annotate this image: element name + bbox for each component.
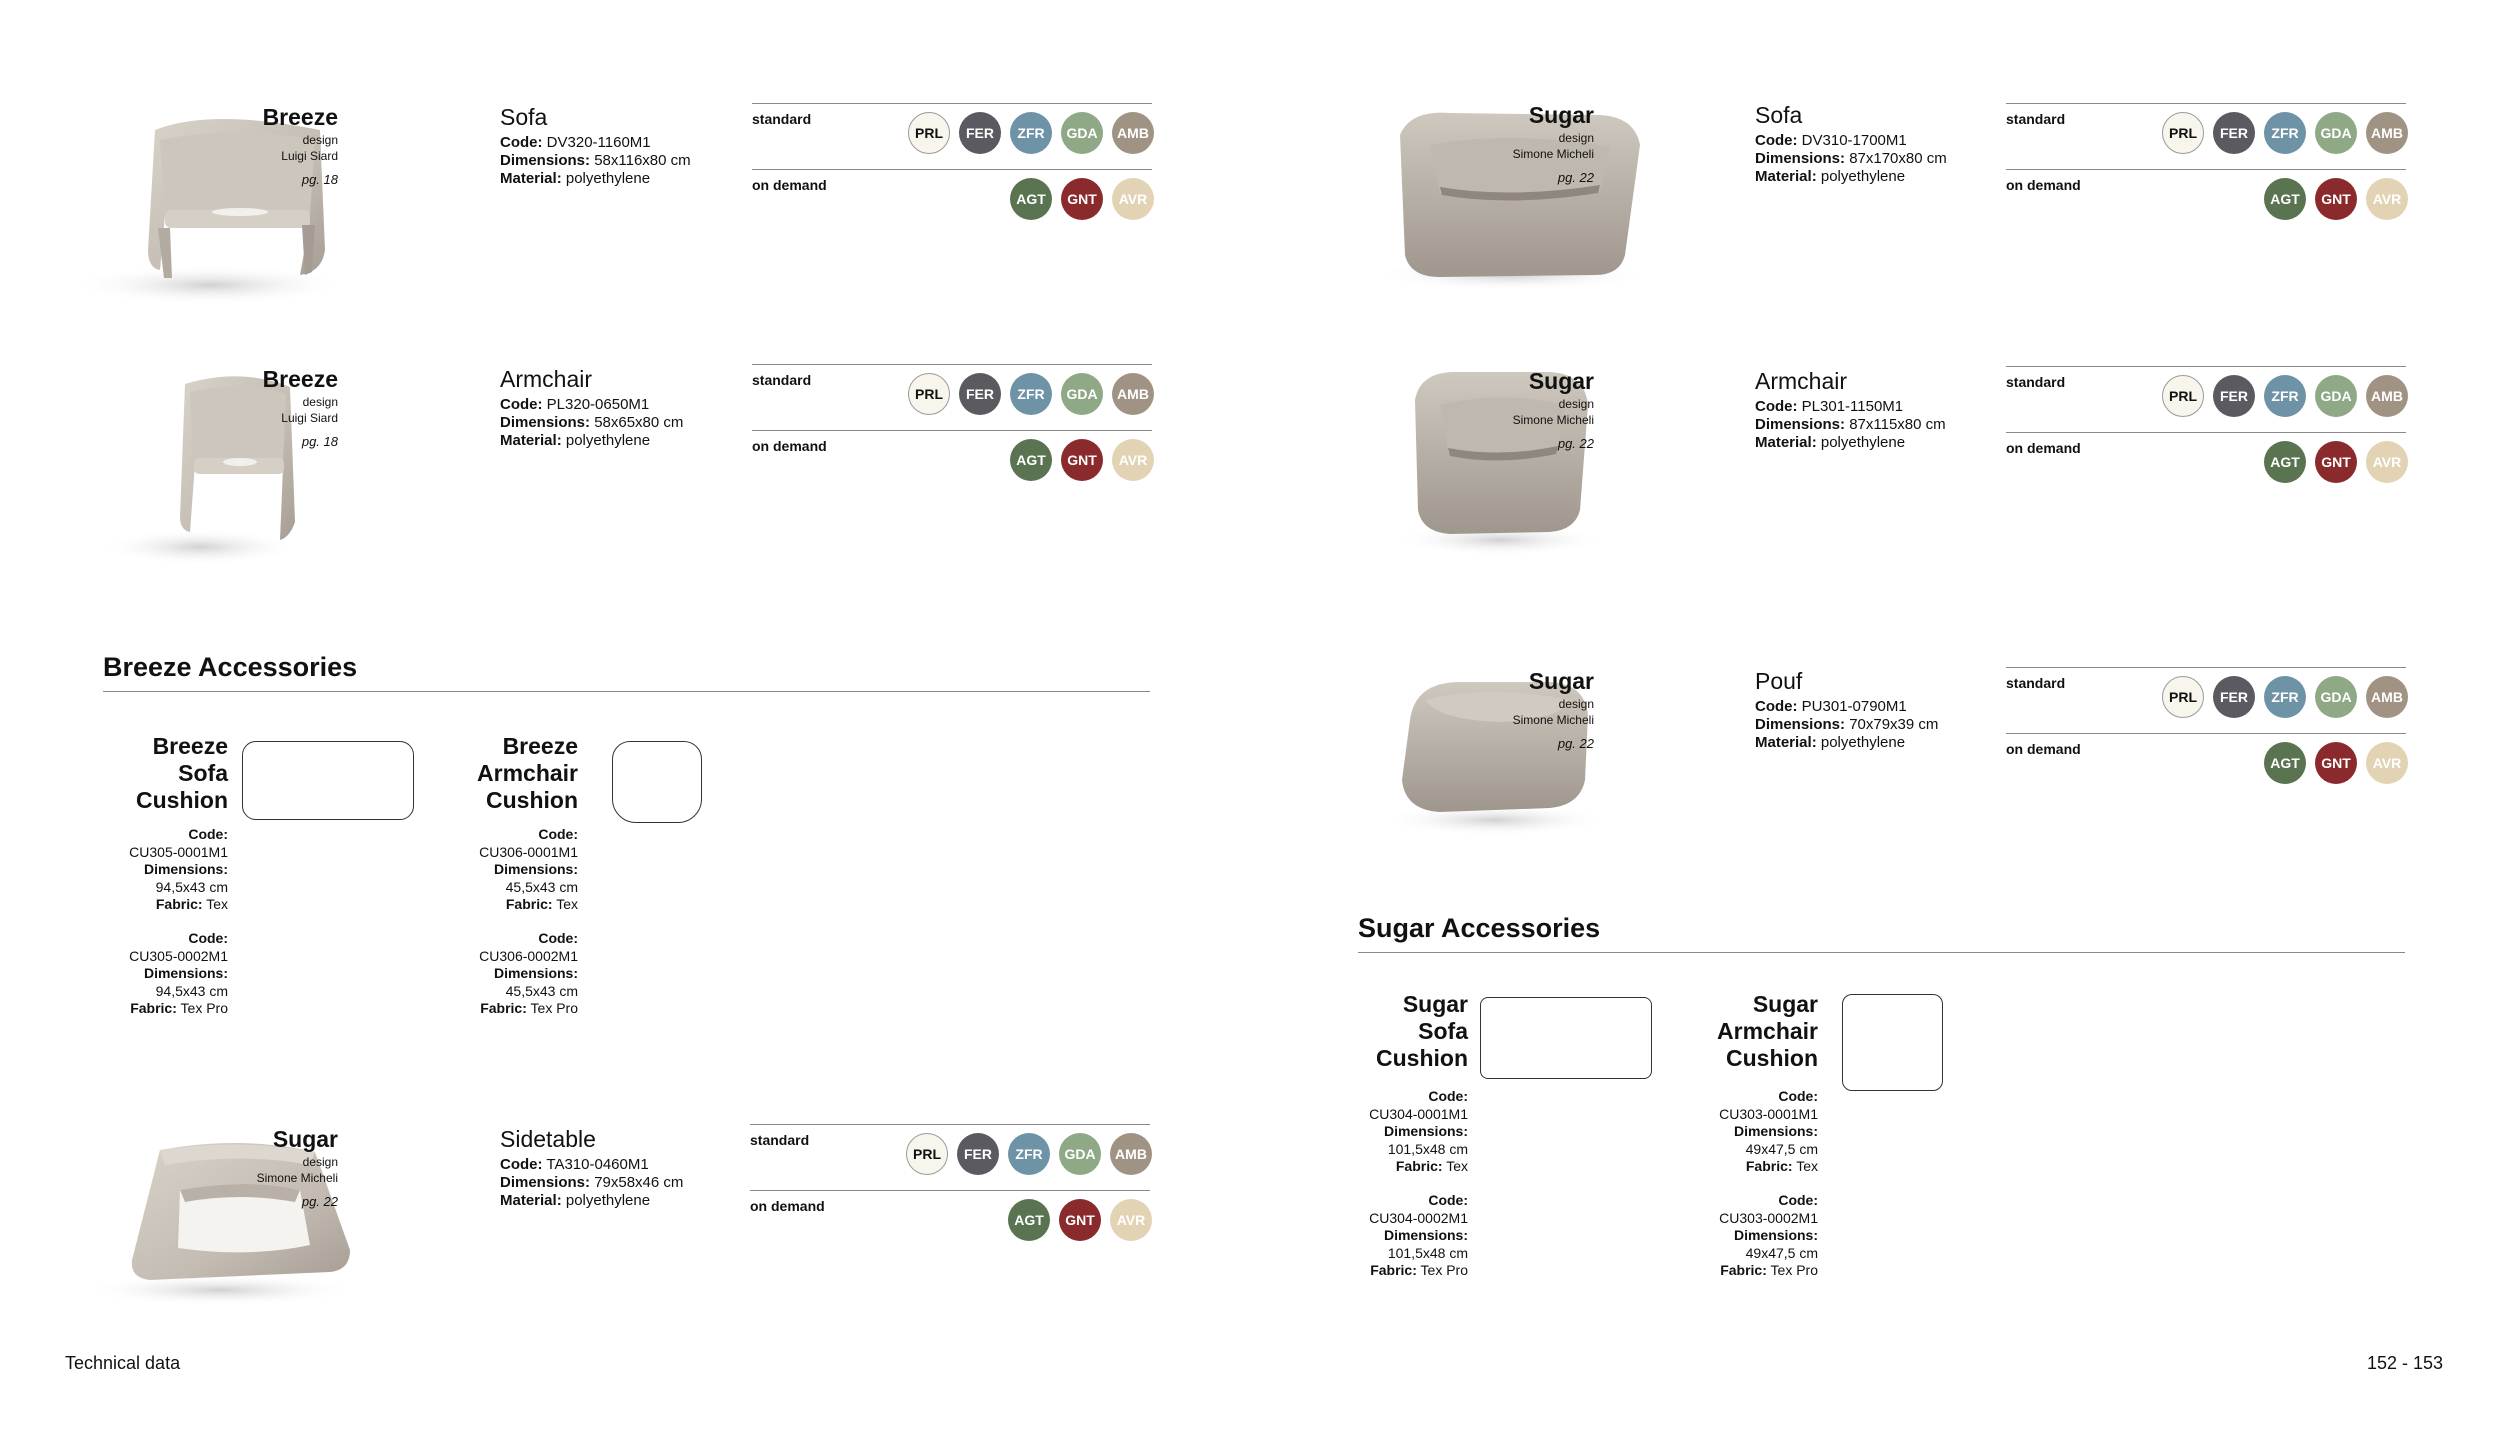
swatch-amb[interactable]: AMB bbox=[2366, 375, 2408, 417]
product-dimensions: 70x79x39 cm bbox=[1849, 716, 1939, 733]
accessory-code: CU303-0001M1 bbox=[1719, 1105, 1818, 1122]
design-label: design bbox=[302, 1155, 338, 1169]
section-rule bbox=[1358, 952, 2405, 953]
finish-rule bbox=[750, 1190, 1150, 1191]
swatch-prl[interactable]: PRL bbox=[2162, 112, 2204, 154]
design-label: design bbox=[1558, 697, 1594, 711]
swatch-gnt[interactable]: GNT bbox=[1061, 178, 1103, 220]
accessory-title bbox=[418, 733, 578, 814]
product-code-row bbox=[1755, 398, 2035, 416]
code-label: Code: bbox=[538, 930, 578, 946]
design-label: design bbox=[302, 133, 338, 147]
swatch-avr[interactable]: AVR bbox=[2366, 742, 2408, 784]
accessory-title-line: Cushion bbox=[136, 787, 228, 813]
fabric-row bbox=[378, 896, 578, 914]
product-material: polyethylene bbox=[1820, 734, 1906, 751]
swatch-zfr[interactable]: ZFR bbox=[1010, 112, 1052, 154]
product-code-label: Code: bbox=[500, 1156, 543, 1173]
accessory-variant bbox=[378, 930, 578, 1018]
swatch-fer[interactable]: FER bbox=[2213, 676, 2255, 718]
on-demand-label: on demand bbox=[2006, 741, 2081, 757]
fabric-row bbox=[28, 896, 228, 914]
standard-label: standard bbox=[750, 1132, 810, 1148]
swatch-zfr[interactable]: ZFR bbox=[1008, 1133, 1050, 1175]
dimensions-label: Dimensions: bbox=[1733, 1123, 1818, 1139]
accessory-variant bbox=[1618, 1088, 1818, 1176]
dimensions-label: Dimensions: bbox=[1383, 1123, 1468, 1139]
swatch-gnt[interactable]: GNT bbox=[2315, 178, 2357, 220]
product-material-label: Material: bbox=[1755, 168, 1817, 185]
cushion-outline bbox=[1480, 997, 1652, 1079]
accessory-dimensions: 49x47,5 cm bbox=[1745, 1140, 1818, 1157]
fabric-row bbox=[378, 1000, 578, 1018]
swatch-gnt[interactable]: GNT bbox=[1061, 439, 1103, 481]
swatch-amb[interactable]: AMB bbox=[2366, 112, 2408, 154]
cushion-outline bbox=[1842, 994, 1943, 1091]
finish-swatches bbox=[2006, 366, 2406, 496]
product-material-label: Material: bbox=[1755, 434, 1817, 451]
on-demand-label: on demand bbox=[2006, 177, 2081, 193]
product-material-row bbox=[1755, 434, 2035, 452]
product-designer-block bbox=[188, 104, 338, 188]
dimensions-label: Dimensions: bbox=[143, 861, 228, 877]
finish-rule bbox=[2006, 667, 2406, 668]
cushion-outline bbox=[242, 741, 414, 820]
finish-rule bbox=[752, 103, 1152, 104]
product-brand: Breeze bbox=[262, 366, 338, 392]
fabric-label: Fabric: bbox=[1745, 1158, 1793, 1174]
accessory-variant bbox=[1618, 1192, 1818, 1280]
accessory-dimensions: 101,5x48 cm bbox=[1387, 1244, 1468, 1261]
product-dimensions-label: Dimensions: bbox=[500, 1174, 591, 1191]
swatch-gda[interactable]: GDA bbox=[1059, 1133, 1101, 1175]
fabric-value: Tex Pro bbox=[180, 1000, 228, 1016]
section-title-sugar-accessories: Sugar Accessories bbox=[1358, 913, 1601, 943]
accessory-code: CU305-0002M1 bbox=[129, 947, 228, 964]
product-dimensions: 58x116x80 cm bbox=[594, 152, 691, 169]
page-reference: pg. 22 bbox=[1557, 436, 1594, 451]
swatch-fer[interactable]: FER bbox=[957, 1133, 999, 1175]
designer-name: Simone Micheli bbox=[256, 1171, 338, 1185]
finish-rule bbox=[2006, 103, 2406, 104]
product-dimensions-row bbox=[500, 152, 780, 170]
accessory-title-line: Sofa bbox=[178, 760, 228, 786]
swatch-zfr[interactable]: ZFR bbox=[1010, 373, 1052, 415]
finish-rule bbox=[752, 169, 1152, 170]
accessory-dimensions: 101,5x48 cm bbox=[1387, 1140, 1468, 1157]
swatch-agt[interactable]: AGT bbox=[2264, 441, 2306, 483]
accessory-title-line: Sofa bbox=[1418, 1018, 1468, 1044]
product-code: PL320-0650M1 bbox=[546, 396, 650, 413]
accessory-title-line: Sugar bbox=[1752, 991, 1818, 1017]
fabric-row bbox=[1268, 1158, 1468, 1176]
finish-rule bbox=[752, 364, 1152, 365]
product-code: PU301-0790M1 bbox=[1801, 698, 1907, 715]
accessory-title-line: Cushion bbox=[1726, 1045, 1818, 1071]
swatch-agt[interactable]: AGT bbox=[2264, 178, 2306, 220]
dimensions-label: Dimensions: bbox=[143, 965, 228, 981]
accessory-code: CU303-0002M1 bbox=[1719, 1209, 1818, 1226]
product-dimensions-row bbox=[500, 414, 780, 432]
swatch-zfr[interactable]: ZFR bbox=[2264, 676, 2306, 718]
code-label: Code: bbox=[1428, 1088, 1468, 1104]
accessory-code: CU306-0001M1 bbox=[479, 843, 578, 860]
accessory-dimensions: 45,5x43 cm bbox=[505, 878, 578, 895]
fabric-value: Tex bbox=[1446, 1158, 1468, 1174]
standard-label: standard bbox=[2006, 675, 2066, 691]
code-label: Code: bbox=[188, 826, 228, 842]
fabric-row bbox=[28, 1000, 228, 1018]
fabric-value: Tex Pro bbox=[530, 1000, 578, 1016]
swatch-gda[interactable]: GDA bbox=[2315, 375, 2357, 417]
swatch-prl[interactable]: PRL bbox=[906, 1133, 948, 1175]
swatch-agt[interactable]: AGT bbox=[1008, 1199, 1050, 1241]
swatch-gda[interactable]: GDA bbox=[2315, 112, 2357, 154]
design-label: design bbox=[1558, 397, 1594, 411]
product-specs bbox=[500, 366, 780, 450]
section-rule bbox=[103, 691, 1150, 692]
standard-label: standard bbox=[2006, 374, 2066, 390]
product-type: Sofa bbox=[1755, 102, 1803, 128]
section-title-breeze-accessories: Breeze Accessories bbox=[103, 652, 358, 682]
product-code-label: Code: bbox=[500, 134, 543, 151]
finish-rule bbox=[2006, 432, 2406, 433]
finish-rule bbox=[750, 1124, 1150, 1125]
fabric-value: Tex Pro bbox=[1770, 1262, 1818, 1278]
page-reference: pg. 18 bbox=[301, 172, 338, 187]
on-demand-label: on demand bbox=[752, 177, 827, 193]
finish-rule bbox=[752, 430, 1152, 431]
swatch-gnt[interactable]: GNT bbox=[2315, 742, 2357, 784]
product-code: PL301-1150M1 bbox=[1801, 398, 1904, 415]
product-specs bbox=[1755, 102, 2035, 186]
accessory-title-line: Armchair bbox=[1717, 1018, 1818, 1044]
swatch-gda[interactable]: GDA bbox=[1061, 373, 1103, 415]
product-code: DV320-1160M1 bbox=[546, 134, 651, 151]
product-material: polyethylene bbox=[1820, 434, 1906, 451]
swatch-avr[interactable]: AVR bbox=[1110, 1199, 1152, 1241]
swatch-prl[interactable]: PRL bbox=[908, 112, 950, 154]
product-dimensions: 87x115x80 cm bbox=[1849, 416, 1946, 433]
on-demand-label: on demand bbox=[2006, 440, 2081, 456]
designer-name: Simone Micheli bbox=[1512, 713, 1594, 727]
dimensions-label: Dimensions: bbox=[493, 965, 578, 981]
fabric-value: Tex bbox=[556, 896, 578, 912]
product-material-row bbox=[500, 432, 780, 450]
dimensions-label: Dimensions: bbox=[1383, 1227, 1468, 1243]
product-code: TA310-0460M1 bbox=[546, 1156, 649, 1173]
product-dimensions-label: Dimensions: bbox=[1755, 150, 1846, 167]
accessory-variant bbox=[378, 826, 578, 914]
accessory-title-line: Breeze bbox=[152, 733, 228, 759]
fabric-label: Fabric: bbox=[130, 1000, 177, 1016]
swatch-agt[interactable]: AGT bbox=[1010, 178, 1052, 220]
product-type: Sofa bbox=[500, 104, 548, 130]
product-material: polyethylene bbox=[565, 432, 651, 449]
product-code-row bbox=[500, 1156, 780, 1174]
fabric-row bbox=[1618, 1158, 1818, 1176]
product-designer-block bbox=[188, 366, 338, 450]
swatch-avr[interactable]: AVR bbox=[1112, 178, 1154, 220]
design-label: design bbox=[1558, 131, 1594, 145]
code-label: Code: bbox=[538, 826, 578, 842]
product-dimensions-row bbox=[1755, 150, 2035, 168]
page-reference: pg. 22 bbox=[301, 1194, 338, 1209]
accessory-dimensions: 94,5x43 cm bbox=[155, 878, 228, 895]
product-dimensions-label: Dimensions: bbox=[1755, 716, 1846, 733]
dimensions-label: Dimensions: bbox=[493, 861, 578, 877]
product-dimensions-label: Dimensions: bbox=[500, 414, 591, 431]
accessory-title bbox=[68, 733, 228, 814]
product-material-label: Material: bbox=[500, 432, 562, 449]
page-reference: pg. 22 bbox=[1557, 170, 1594, 185]
accessory-variant bbox=[28, 930, 228, 1018]
footer-left-label: Technical data bbox=[65, 1353, 181, 1373]
product-code-label: Code: bbox=[1755, 698, 1798, 715]
accessory-code: CU304-0001M1 bbox=[1369, 1105, 1468, 1122]
swatch-prl[interactable]: PRL bbox=[2162, 375, 2204, 417]
product-material-row bbox=[1755, 168, 2035, 186]
accessory-code: CU306-0002M1 bbox=[479, 947, 578, 964]
accessory-variant bbox=[1268, 1192, 1468, 1280]
finish-rule bbox=[2006, 169, 2406, 170]
accessory-title-line: Armchair bbox=[477, 760, 578, 786]
swatch-avr[interactable]: AVR bbox=[2366, 178, 2408, 220]
product-type: Armchair bbox=[500, 366, 593, 392]
swatch-agt[interactable]: AGT bbox=[1010, 439, 1052, 481]
dimensions-label: Dimensions: bbox=[1733, 1227, 1818, 1243]
swatch-zfr[interactable]: ZFR bbox=[2264, 112, 2306, 154]
product-code-label: Code: bbox=[1755, 132, 1798, 149]
accessory-title bbox=[1658, 991, 1818, 1072]
standard-label: standard bbox=[752, 372, 812, 388]
product-designer-block bbox=[188, 1126, 338, 1210]
finish-swatches bbox=[752, 364, 1152, 494]
product-code-row bbox=[500, 134, 780, 152]
product-code-row bbox=[1755, 698, 2035, 716]
cushion-outline bbox=[612, 741, 702, 823]
product-designer-block bbox=[1444, 668, 1594, 752]
design-label: design bbox=[302, 395, 338, 409]
product-dimensions-label: Dimensions: bbox=[500, 152, 591, 169]
fabric-value: Tex Pro bbox=[1420, 1262, 1468, 1278]
accessory-code: CU305-0001M1 bbox=[129, 843, 228, 860]
finish-swatches bbox=[2006, 667, 2406, 797]
product-specs bbox=[1755, 368, 2035, 452]
product-brand: Sugar bbox=[1528, 102, 1594, 128]
fabric-label: Fabric: bbox=[155, 896, 203, 912]
finish-rule bbox=[2006, 366, 2406, 367]
product-brand: Sugar bbox=[1528, 668, 1594, 694]
page-reference: pg. 18 bbox=[301, 434, 338, 449]
swatch-avr[interactable]: AVR bbox=[2366, 441, 2408, 483]
accessory-title-line: Cushion bbox=[1376, 1045, 1468, 1071]
swatch-amb[interactable]: AMB bbox=[1112, 112, 1154, 154]
product-brand: Breeze bbox=[262, 104, 338, 130]
product-material-label: Material: bbox=[500, 1192, 562, 1209]
designer-name: Simone Micheli bbox=[1512, 413, 1594, 427]
product-material: polyethylene bbox=[565, 1192, 651, 1209]
product-dimensions-row bbox=[1755, 716, 2035, 734]
product-code-row bbox=[1755, 132, 2035, 150]
product-type: Armchair bbox=[1755, 368, 1848, 394]
accessory-variant bbox=[28, 826, 228, 914]
fabric-label: Fabric: bbox=[505, 896, 553, 912]
accessory-variant bbox=[1268, 1088, 1468, 1176]
accessory-dimensions: 45,5x43 cm bbox=[505, 982, 578, 999]
swatch-fer[interactable]: FER bbox=[959, 112, 1001, 154]
product-brand: Sugar bbox=[1528, 368, 1594, 394]
swatch-fer[interactable]: FER bbox=[2213, 112, 2255, 154]
code-label: Code: bbox=[1778, 1088, 1818, 1104]
fabric-row bbox=[1268, 1262, 1468, 1280]
accessory-dimensions: 94,5x43 cm bbox=[155, 982, 228, 999]
product-dimensions-row bbox=[1755, 416, 2035, 434]
product-material-row bbox=[500, 1192, 780, 1210]
designer-name: Luigi Siard bbox=[281, 411, 338, 425]
product-dimensions: 79x58x46 cm bbox=[594, 1174, 684, 1191]
accessory-title bbox=[1308, 991, 1468, 1072]
product-material-label: Material: bbox=[500, 170, 562, 187]
swatch-gda[interactable]: GDA bbox=[2315, 676, 2357, 718]
product-type: Sidetable bbox=[500, 1126, 596, 1152]
code-label: Code: bbox=[188, 930, 228, 946]
product-code-row bbox=[500, 396, 780, 414]
product-dimensions-label: Dimensions: bbox=[1755, 416, 1846, 433]
product-designer-block bbox=[1444, 102, 1594, 186]
product-specs bbox=[500, 104, 780, 188]
fabric-label: Fabric: bbox=[1720, 1262, 1767, 1278]
swatch-avr[interactable]: AVR bbox=[1112, 439, 1154, 481]
swatch-gnt[interactable]: GNT bbox=[1059, 1199, 1101, 1241]
product-dimensions-row bbox=[500, 1174, 780, 1192]
swatch-gnt[interactable]: GNT bbox=[2315, 441, 2357, 483]
accessory-dimensions: 49x47,5 cm bbox=[1745, 1244, 1818, 1261]
swatch-prl[interactable]: PRL bbox=[908, 373, 950, 415]
product-type: Pouf bbox=[1755, 668, 1803, 694]
fabric-label: Fabric: bbox=[1395, 1158, 1443, 1174]
swatch-gda[interactable]: GDA bbox=[1061, 112, 1103, 154]
fabric-value: Tex bbox=[1796, 1158, 1818, 1174]
product-specs bbox=[1755, 668, 2035, 752]
product-material: polyethylene bbox=[1820, 168, 1906, 185]
finish-rule bbox=[2006, 733, 2406, 734]
swatch-amb[interactable]: AMB bbox=[2366, 676, 2408, 718]
code-label: Code: bbox=[1428, 1192, 1468, 1208]
product-material-row bbox=[1755, 734, 2035, 752]
product-code-label: Code: bbox=[500, 396, 543, 413]
swatch-agt[interactable]: AGT bbox=[2264, 742, 2306, 784]
product-dimensions: 58x65x80 cm bbox=[594, 414, 684, 431]
accessory-code: CU304-0002M1 bbox=[1369, 1209, 1468, 1226]
swatch-fer[interactable]: FER bbox=[2213, 375, 2255, 417]
accessory-title-line: Cushion bbox=[486, 787, 578, 813]
on-demand-label: on demand bbox=[752, 438, 827, 454]
product-material-label: Material: bbox=[1755, 734, 1817, 751]
product-designer-block bbox=[1444, 368, 1594, 452]
finish-swatches bbox=[752, 103, 1152, 233]
swatch-amb[interactable]: AMB bbox=[1110, 1133, 1152, 1175]
page-reference: pg. 22 bbox=[1557, 736, 1594, 751]
fabric-value: Tex bbox=[206, 896, 228, 912]
product-material-row bbox=[500, 170, 780, 188]
fabric-row bbox=[1618, 1262, 1818, 1280]
page-numbers: 152 - 153 bbox=[2367, 1353, 2444, 1373]
product-material: polyethylene bbox=[565, 170, 651, 187]
swatch-amb[interactable]: AMB bbox=[1112, 373, 1154, 415]
on-demand-label: on demand bbox=[750, 1198, 825, 1214]
swatch-fer[interactable]: FER bbox=[959, 373, 1001, 415]
swatch-zfr[interactable]: ZFR bbox=[2264, 375, 2306, 417]
product-brand: Sugar bbox=[272, 1126, 338, 1152]
finish-swatches bbox=[2006, 103, 2406, 233]
product-dimensions: 87x170x80 cm bbox=[1849, 150, 1947, 167]
standard-label: standard bbox=[752, 111, 812, 127]
code-label: Code: bbox=[1778, 1192, 1818, 1208]
accessory-title-line: Sugar bbox=[1402, 991, 1468, 1017]
fabric-label: Fabric: bbox=[1370, 1262, 1417, 1278]
accessory-title-line: Breeze bbox=[502, 733, 578, 759]
product-code-label: Code: bbox=[1755, 398, 1798, 415]
finish-swatches bbox=[750, 1124, 1150, 1254]
product-code: DV310-1700M1 bbox=[1801, 132, 1907, 149]
fabric-label: Fabric: bbox=[480, 1000, 527, 1016]
product-specs bbox=[500, 1126, 780, 1210]
designer-name: Luigi Siard bbox=[281, 149, 338, 163]
swatch-prl[interactable]: PRL bbox=[2162, 676, 2204, 718]
designer-name: Simone Micheli bbox=[1512, 147, 1594, 161]
standard-label: standard bbox=[2006, 111, 2066, 127]
